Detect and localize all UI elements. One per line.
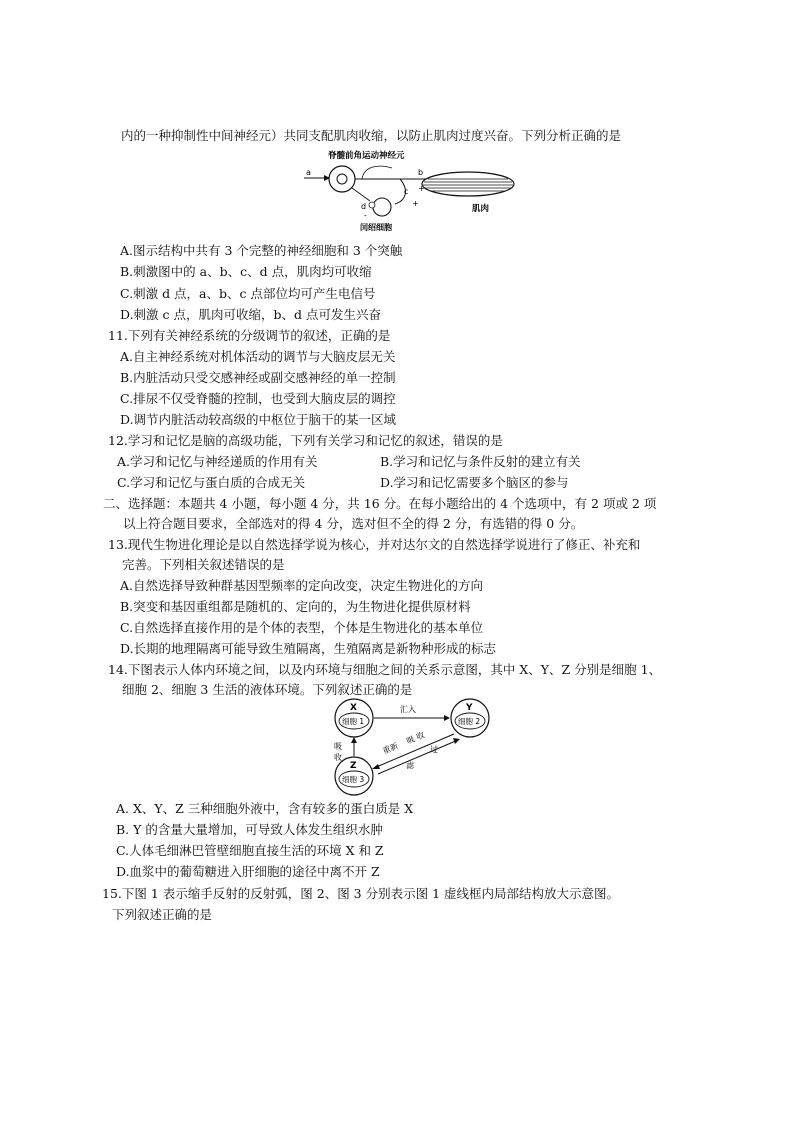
q10-neuron-diagram — [300, 146, 560, 236]
shou-label: 收 — [334, 753, 342, 762]
plus-sign-2: + — [418, 184, 425, 193]
huiru-label: 汇入 — [400, 705, 416, 714]
point-b-label: b — [418, 168, 424, 177]
xishou2-label: 吸 收 — [405, 730, 426, 746]
q11-option-a: A.自主神经系统对机体活动的调节与大脑皮层无关 — [120, 349, 396, 364]
cell3-label: 细胞 3 — [342, 775, 365, 784]
guo-label: 过 — [430, 745, 438, 754]
q14-option-a: A. X、Y、Z 三种细胞外液中，含有较多的蛋白质是 X — [116, 801, 414, 816]
x-label: X — [350, 703, 357, 713]
y-label: Y — [466, 703, 473, 713]
cell2-label: 细胞 2 — [458, 717, 481, 726]
q13-stem-line2: 完善。下列相关叙述错误的是 — [122, 557, 285, 572]
q12-option-c: C.学习和记忆与蛋白质的合成无关 — [117, 475, 306, 490]
lu-label: 滤 — [406, 761, 414, 770]
q11-option-d: D.调节内脏活动较高级的中枢位于脑干的某一区域 — [120, 412, 397, 427]
renshaw-cell — [373, 198, 391, 216]
renshaw-label: 闰绍细胞 — [360, 223, 392, 232]
xi-label: 吸 — [334, 742, 342, 751]
q10-stem-continuation: 内的一种抑制性中间神经元）共同支配肌肉收缩，以防止肌肉过度兴奋。下列分析正确的是 — [121, 128, 622, 143]
minus-sign: - — [364, 211, 367, 220]
q14-body-fluid-diagram — [320, 696, 500, 800]
q10-option-c: C.刺激 d 点，a、b、c 点部位均可产生电信号 — [120, 286, 376, 301]
q10-option-b: B.刺激图中的 a、b、c、d 点，肌肉均可收缩 — [120, 264, 372, 279]
q12-option-a: A.学习和记忆与神经递质的作用有关 — [117, 454, 318, 469]
point-c-label: c — [404, 187, 409, 196]
q12-stem: 12.学习和记忆是脑的高级功能，下列有关学习和记忆的叙述，错误的是 — [108, 433, 503, 448]
q14-stem-line1: 14.下图表示人体内环境之间，以及内环境与细胞之间的关系示意图，其中 X、Y、Z 分别是细胞 1、 — [108, 662, 662, 677]
point-d-label: d — [361, 202, 367, 211]
q10-option-d: D.刺激 c 点，肌肉可收缩，b、d 点可发生兴奋 — [120, 307, 381, 322]
section2-line2: 以上符合题目要求，全部选对的得 4 分，选对但不全的得 2 分，有选错的得 0 分。 — [123, 516, 584, 531]
q13-stem-line1: 13.现代生物进化理论是以自然选择学说为核心，并对达尔文的自然选择学说进行了修正、补充和 — [108, 537, 641, 552]
point-a-label: a — [306, 168, 311, 177]
q15-stem-line2: 下列叙述正确的是 — [112, 907, 213, 922]
q14-option-d: D.血浆中的葡萄糖进入肝细胞的途径中离不开 Z — [116, 864, 380, 879]
section2-line1: 二、选择题：本题共 4 小题，每小题 4 分，共 16 分。在每小题给出的 4 个选项中，有 2 项或 2 项 — [103, 496, 657, 511]
q13-option-a: A.自然选择导致种群基因型频率的定向改变，决定生物进化的方向 — [120, 578, 484, 593]
q14-option-b: B. Y 的含量大量增加，可导致人体发生组织水肿 — [116, 822, 383, 837]
q10-option-a: A.图示结构中共有 3 个完整的神经细胞和 3 个突触 — [120, 243, 403, 258]
q15-stem-line1: 15.下图 1 表示缩手反射的反射弧，图 2、图 3 分别表示图 1 虚线框内局部结构放大示意图。 — [102, 886, 620, 901]
muscle-shape — [422, 172, 514, 196]
muscle-label: 肌肉 — [472, 204, 490, 214]
q11-option-b: B.内脏活动只受交感神经或副交感神经的单一控制 — [120, 370, 396, 385]
motor-neuron-label: 脊髓前角运动神经元 — [328, 151, 405, 161]
plus-sign-1: + — [412, 199, 419, 208]
z-label: Z — [350, 761, 357, 771]
q12-option-b: B.学习和记忆与条件反射的建立有关 — [380, 454, 581, 469]
q13-option-b: B.突变和基因重组都是随机的、定向的，为生物进化提供原材料 — [120, 599, 471, 614]
q14-option-c: C.人体毛细淋巴管壁细胞直接生活的环境 X 和 Z — [116, 843, 384, 858]
q11-option-c: C.排尿不仅受脊髓的控制，也受到大脑皮层的调控 — [120, 391, 396, 406]
q12-option-d: D.学习和记忆需要多个脑区的参与 — [380, 475, 569, 490]
q14-stem-line2: 细胞 2、细胞 3 生活的液体环境。下列叙述正确的是 — [122, 682, 413, 697]
cell1-label: 细胞 1 — [342, 717, 365, 726]
chongxin-label: 重新 — [381, 741, 400, 756]
q13-option-d: D.长期的地理隔离可能导致生殖隔离，生殖隔离是新物种形成的标志 — [120, 641, 497, 656]
q13-option-c: C.自然选择直接作用的是个体的表型，个体是生物进化的基本单位 — [120, 620, 484, 635]
q11-stem: 11.下列有关神经系统的分级调节的叙述，正确的是 — [108, 328, 391, 343]
